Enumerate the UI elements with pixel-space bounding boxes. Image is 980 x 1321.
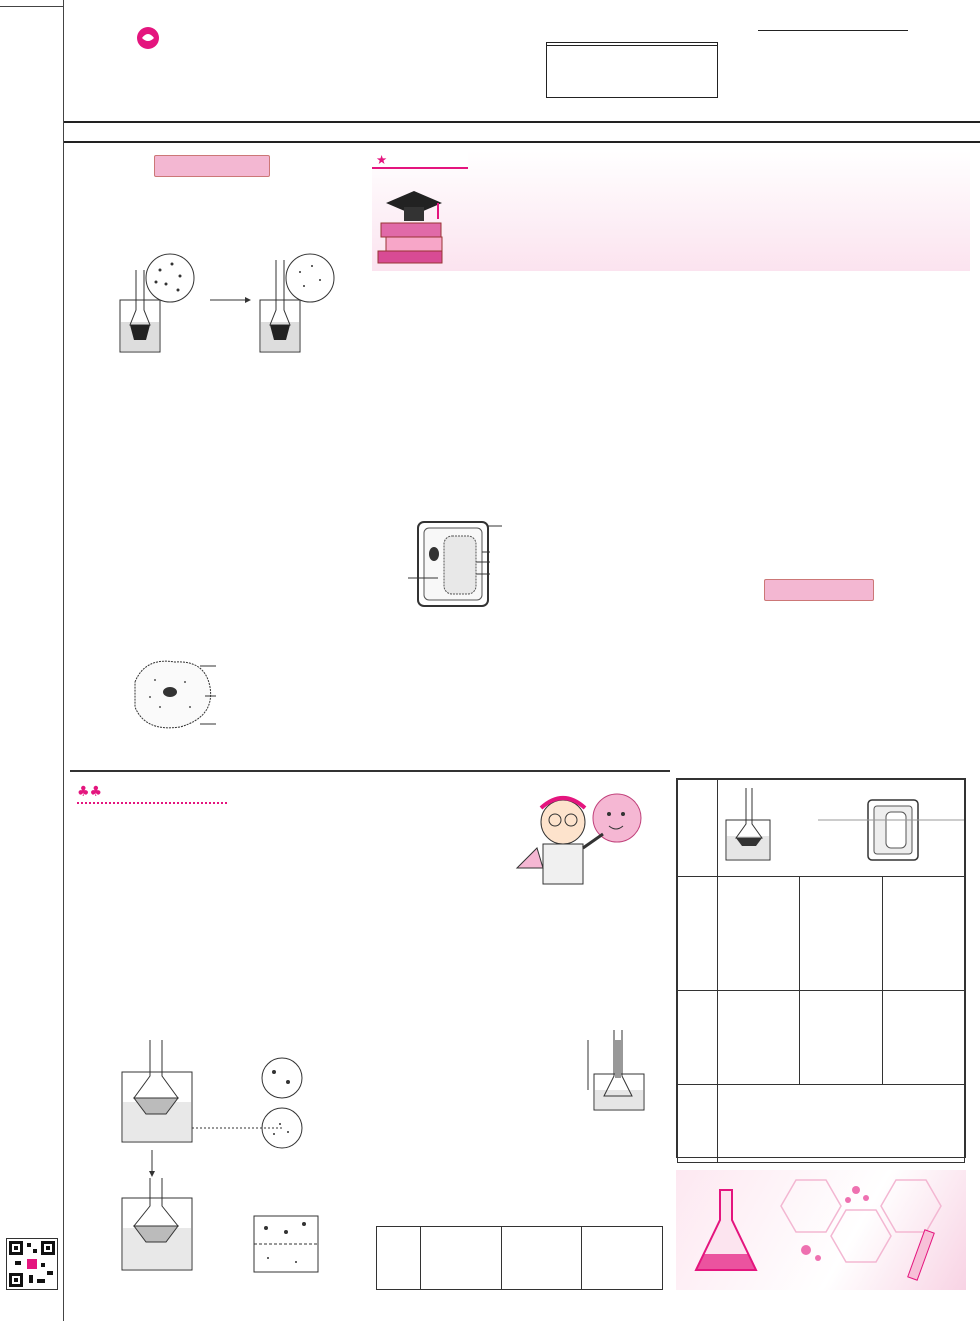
plant-cell-figure: [378, 514, 663, 614]
table-cell: [582, 1227, 663, 1290]
divider: [70, 770, 670, 772]
row-label: [678, 991, 718, 1085]
feature-tag-box: ♣♣: [77, 782, 227, 804]
table-cell: [882, 991, 964, 1085]
editor-info: [0, 0, 63, 7]
direction-cell: [718, 1085, 965, 1163]
subject-box: [758, 30, 908, 31]
table-cell: [501, 1227, 582, 1290]
table-cell: [800, 877, 882, 991]
row-label: [678, 780, 718, 877]
publisher-info-bar: [64, 121, 980, 143]
subject-title: [758, 30, 908, 31]
feature-banner: [77, 778, 664, 886]
animal-cell-figure: [120, 652, 360, 742]
section-basic-title: [154, 155, 270, 177]
lab-decorative-image: [676, 1170, 966, 1290]
row-label: [678, 877, 718, 991]
small-comparison-table: [376, 1226, 663, 1290]
issue-number: [547, 45, 717, 46]
sucrose-experiment-figure: [82, 1036, 364, 1286]
table-cell: [882, 877, 964, 991]
left-strip: [0, 0, 64, 1321]
funnel-figure: [574, 1030, 666, 1122]
table-cell: [718, 991, 800, 1085]
newspaper-logo: [120, 16, 450, 120]
table-cell: [421, 1227, 502, 1290]
issue-box: [546, 42, 718, 98]
comparison-table: [676, 778, 966, 1158]
table-cell: [800, 991, 882, 1085]
guide-banner: [372, 151, 970, 271]
diagram-cell: [718, 780, 965, 877]
guide-tag: ★: [372, 151, 468, 169]
table-cell: [718, 877, 800, 991]
osmosis-apparatus-figure: [100, 250, 350, 360]
answers-title: [764, 579, 874, 601]
qr-code[interactable]: [6, 1238, 58, 1290]
row-label: [678, 1085, 718, 1163]
